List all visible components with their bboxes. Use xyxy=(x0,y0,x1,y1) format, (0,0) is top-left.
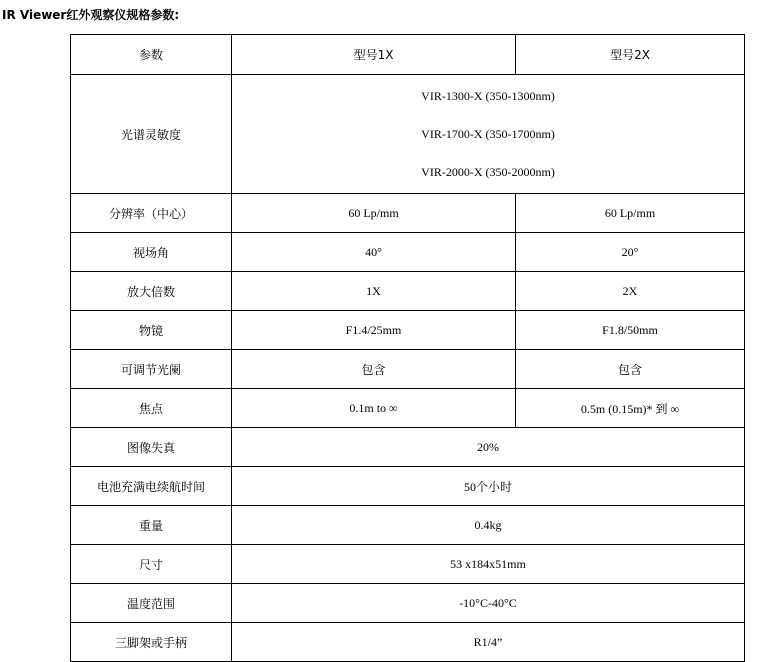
header-param: 参数 xyxy=(71,35,232,75)
spectral-value: VIR-1300-X (350-1300nm) xyxy=(421,89,555,103)
row-value-1x: 0.1m to ∞ xyxy=(232,389,516,428)
row-value-2x: 60 Lp/mm xyxy=(516,194,745,233)
table-row-temperature xyxy=(71,584,745,623)
row-label: 放大倍数 xyxy=(71,272,232,311)
row-label: 电池充满电续航时间 xyxy=(71,467,232,506)
row-label: 图像失真 xyxy=(71,428,232,467)
row-label: 可调节光阑 xyxy=(71,350,232,389)
table-row-focus xyxy=(71,389,745,428)
row-value-2x: 20° xyxy=(516,233,745,272)
row-label: 物镜 xyxy=(71,311,232,350)
row-label: 分辨率（中心） xyxy=(71,194,232,233)
row-value-2x: F1.8/50mm xyxy=(516,311,745,350)
row-value-1x: F1.4/25mm xyxy=(232,311,516,350)
row-label: 三脚架或手柄 xyxy=(71,623,232,662)
table-row-battery xyxy=(71,467,745,506)
row-value-2x: 包含 xyxy=(516,350,745,389)
table-row-weight xyxy=(71,506,745,545)
row-value-1x: 60 Lp/mm xyxy=(232,194,516,233)
table-row-magnification xyxy=(71,272,745,311)
table-row-field-of-view xyxy=(71,233,745,272)
page-title: IR Viewer红外观察仪规格参数: xyxy=(2,8,180,22)
row-value-2x: 0.5m (0.15m)* 到 ∞ xyxy=(516,389,745,428)
table-row-objective xyxy=(71,311,745,350)
row-label: 温度范围 xyxy=(71,584,232,623)
table-row-tripod xyxy=(71,623,745,662)
row-value: 20% xyxy=(232,428,745,467)
row-label: 尺寸 xyxy=(71,545,232,584)
row-label: 焦点 xyxy=(71,389,232,428)
spectral-value: VIR-2000-X (350-2000nm) xyxy=(421,165,555,179)
table-row-size xyxy=(71,545,745,584)
row-value: 0.4kg xyxy=(232,506,745,545)
row-value: -10°C-40°C xyxy=(232,584,745,623)
spectral-label: 光谱灵敏度 xyxy=(71,75,232,194)
row-value-2x: 2X xyxy=(516,272,745,311)
row-value: 50个小时 xyxy=(232,467,745,506)
row-value-1x: 包含 xyxy=(232,350,516,389)
spec-table xyxy=(70,34,745,662)
row-value-1x: 40° xyxy=(232,233,516,272)
row-label: 视场角 xyxy=(71,233,232,272)
row-value-1x: 1X xyxy=(232,272,516,311)
header-model-2x: 型号2X xyxy=(516,35,745,75)
table-row-distortion xyxy=(71,428,745,467)
spectral-row xyxy=(71,75,745,194)
header-model-1x: 型号1X xyxy=(232,35,516,75)
table-row-aperture xyxy=(71,350,745,389)
row-label: 重量 xyxy=(71,506,232,545)
table-header-row xyxy=(71,35,745,75)
table-row-resolution xyxy=(71,194,745,233)
row-value: 53 x184x51mm xyxy=(232,545,745,584)
row-value: R1/4” xyxy=(232,623,745,662)
spectral-value: VIR-1700-X (350-1700nm) xyxy=(421,127,555,141)
spectral-values-cell xyxy=(232,75,745,194)
